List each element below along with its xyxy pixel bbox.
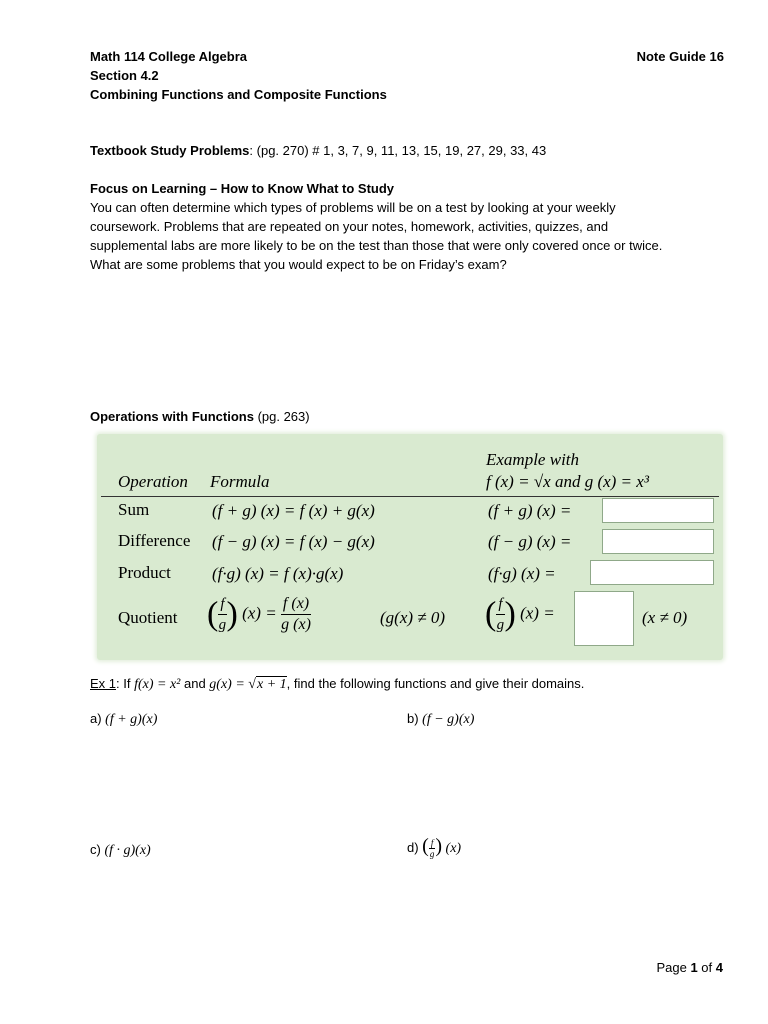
course-title: Math 114 College Algebra [90,49,248,64]
page-prefix: Page [656,960,691,975]
focus-paragraph-line: You can often determine which types of problems will be on a test by looking at your weekly [90,200,616,215]
row-op-quotient: Quotient [118,608,178,627]
example-quotient-condition: (x ≠ 0) [642,608,688,627]
row-formula-quotient: ( $\frac{f}{g}$ ) (x) = $\frac{f (x)}{g (x)}$ [207,595,311,633]
part-d-after: (x) [445,841,462,856]
part-d-denominator: g [429,849,435,860]
column-header-formula: Formula [210,472,270,491]
operations-table [97,434,723,660]
row-formula-product: (f·g) (x) = f (x)·g(x) [212,564,344,583]
part-b [407,709,474,729]
topic-title: Combining Functions and Composite Functions [90,87,387,102]
example-1-label: Ex 1 [90,676,117,691]
quotient-denominator: g [218,617,227,633]
focus-paragraph-line: coursework. Problems that are repeated on your notes, homework, activities, quizzes, and [90,219,609,234]
example-1-prefix: : If [116,676,135,691]
part-b-label: b) [407,711,423,726]
header-divider [101,496,719,497]
part-c [90,840,151,860]
page-current: 1 [690,960,698,975]
g-definition-root: √x + 1 [248,677,287,692]
quotient-condition: (g(x) ≠ 0) [380,608,446,627]
part-b-expression: (f − g)(x) [422,712,475,727]
g-definition-radicand: x + 1 [256,677,287,692]
study-problems [90,141,546,160]
quotient-after: (x) = [242,603,277,623]
column-header-example: Example with [486,450,580,469]
study-problems-list: : (pg. 270) # 1, 3, 7, 9, 11, 13, 15, 19, 27, 29, 33, 43 [249,143,547,158]
column-header-example-functions: f (x) = √x and g (x) = x³ [486,472,649,491]
row-op-difference: Difference [118,531,191,550]
focus-paragraph-line: supplemental labs are more likely to be on the test than those that were only covered once or twice. [90,238,663,253]
example-1-suffix: , find the following functions and give their domains. [286,676,585,691]
part-a [90,709,157,729]
operations-page-ref: (pg. 263) [253,409,310,424]
operations-heading [90,407,310,426]
row-op-product: Product [118,563,171,582]
quotient-fx: f (x) [281,594,311,615]
answer-box-quotient[interactable] [574,591,634,646]
focus-heading: Focus on Learning – How to Know What to Study [90,181,395,196]
study-problems-label: Textbook Study Problems [90,143,250,158]
quotient-numerator: f [218,594,226,615]
quotient-gx: g (x) [281,616,311,633]
row-example-sum: (f + g) (x) = [488,501,572,520]
column-header-operation: Operation [118,472,188,491]
part-d-expression: ( $\frac{f}{g}$ ) (x) [422,835,462,860]
part-c-label: c) [90,842,105,857]
page-total: 4 [715,960,723,975]
document-header [90,47,724,104]
page-of: of [697,960,716,975]
focus-section [90,179,730,274]
part-a-label: a) [90,711,106,726]
answer-box-sum[interactable] [602,498,714,523]
example-1-prompt [90,674,584,694]
example-quotient-after: (x) = [520,603,555,623]
g-definition-left: g(x) = [209,677,249,692]
example-quotient-denominator: g [496,617,505,633]
answer-box-product[interactable] [590,560,714,585]
focus-paragraph-line: What are some problems that you would expect to be on Friday’s exam? [90,257,507,272]
row-example-difference: (f − g) (x) = [488,532,572,551]
row-op-sum: Sum [118,500,150,519]
f-definition: f(x) = x² [134,677,181,692]
row-example-product: (f·g) (x) = [488,564,556,583]
part-c-expression: (f · g)(x) [104,843,151,858]
row-formula-difference: (f − g) (x) = f (x) − g(x) [212,532,375,551]
part-a-expression: (f + g)(x) [105,712,158,727]
operations-title: Operations with Functions [90,409,254,424]
example-quotient-numerator: f [496,594,504,615]
page-number [656,958,723,977]
row-example-quotient: ( $\frac{f}{g}$ ) (x) = [485,595,555,633]
row-formula-sum: (f + g) (x) = f (x) + g(x) [212,501,375,520]
section-number: Section 4.2 [90,68,159,83]
part-d-numerator: f [430,838,434,849]
part-d [407,837,461,859]
note-guide-number: Note Guide 16 [636,49,724,64]
example-1-and: and [180,676,210,691]
part-d-label: d) [407,840,423,855]
answer-box-difference[interactable] [602,529,714,554]
